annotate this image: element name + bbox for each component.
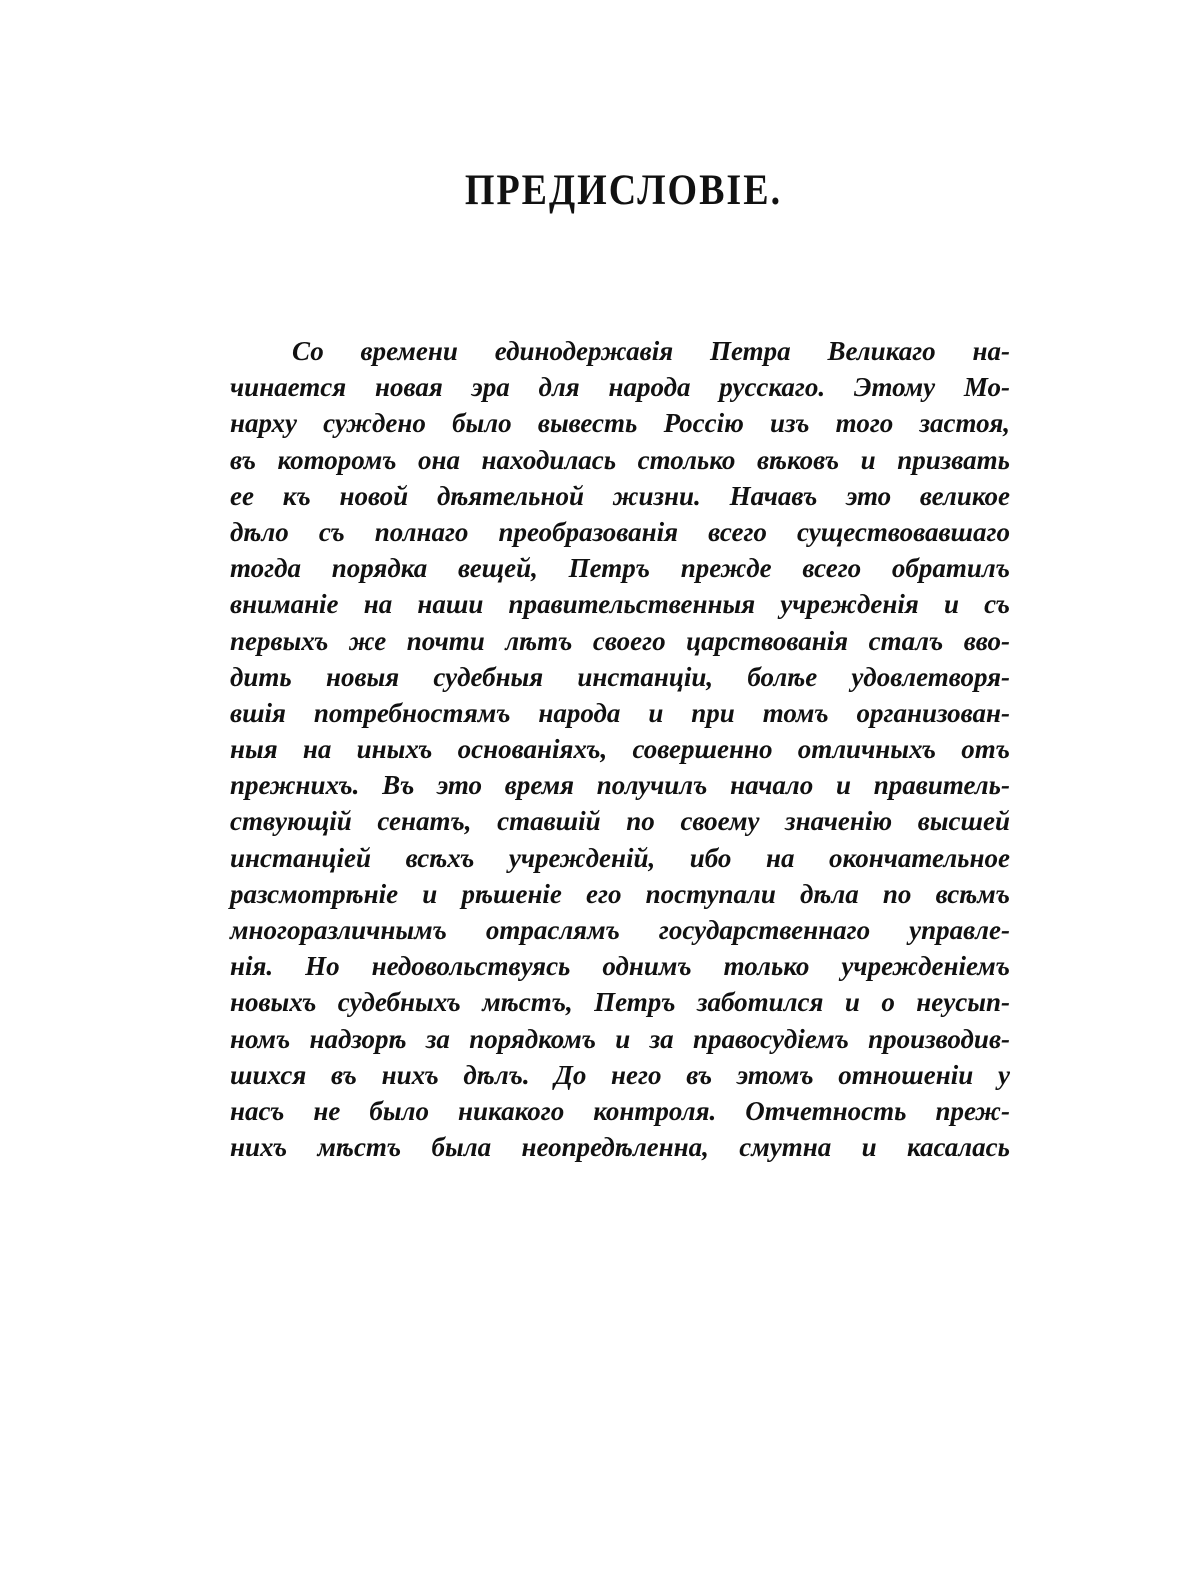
text-line: нія. Но недовольствуясь однимъ только учрежденіемъ: [230, 951, 1010, 982]
text-line: Со времени единодержавія Петра Великаго на-: [292, 336, 1010, 366]
text-line: нихъ мѣстъ была неопредѣленна, смутна и касалась: [230, 1132, 1010, 1163]
text-line: разсмотрѣніе и рѣшеніе его поступали дѣла по всѣмъ: [230, 878, 1010, 909]
text-line: чинается новая эра для народа русскаго. Этому Мо-: [230, 372, 1010, 403]
text-line: тогда порядка вещей, Петръ прежде всего обратилъ: [230, 553, 1010, 584]
text-line: новыхъ судебныхъ мѣстъ, Петръ заботился и о неусып-: [230, 987, 1010, 1018]
text-line: прежнихъ. Въ это время получилъ начало и правитель-: [230, 770, 1010, 801]
body-paragraph: [230, 333, 1010, 1165]
text-line: дить новыя судебныя инстанціи, болѣе удовлетворя-: [230, 661, 1010, 692]
text-line: вниманіе на наши правительственныя учрежденія и съ: [230, 589, 1010, 620]
text-line: ее къ новой дѣятельной жизни. Начавъ это великое: [230, 480, 1010, 511]
text-line: въ которомъ она находилась столько вѣковъ и призвать: [230, 444, 1010, 475]
text-line: инстанціей всѣхъ учрежденій, ибо на окончательное: [230, 842, 1010, 873]
text-line: многоразличнымъ отраслямъ государственнаго управле-: [230, 915, 1010, 945]
text-line: ныя на иныхъ основаніяхъ, совершенно отличныхъ отъ: [230, 734, 1010, 765]
text-line: номъ надзорѣ за порядкомъ и за правосудіемъ производив-: [230, 1023, 1010, 1054]
text-line: насъ не было никакого контроля. Отчетность преж-: [230, 1095, 1010, 1126]
text-line: первыхъ же почти лѣтъ своего царствованія сталъ вво-: [230, 625, 1010, 656]
text-line: ствующій сенатъ, ставшій по своему значенію высшей: [230, 806, 1010, 837]
text-line: вшія потребностямъ народа и при томъ организован-: [230, 697, 1010, 728]
text-line: дѣло съ полнаго преобразованія всего существовавшаго: [230, 516, 1010, 547]
text-line: нарху суждено было вывесть Россію изъ того застоя,: [230, 408, 1010, 439]
page-title: ПРЕДИСЛОВІЕ.: [464, 165, 783, 215]
text-line: шихся въ нихъ дѣлъ. До него въ этомъ отношеніи у: [230, 1059, 1010, 1090]
